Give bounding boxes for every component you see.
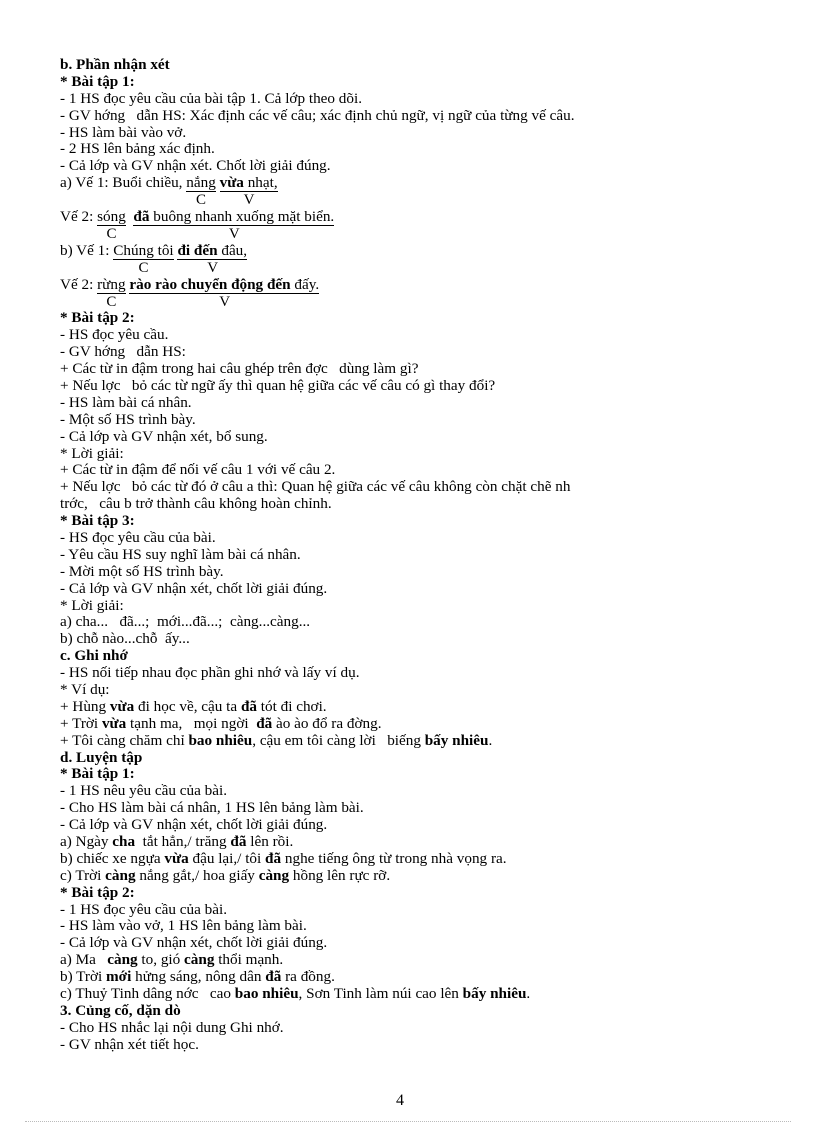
text-run: ào ào đổ ra đờng. [272, 714, 382, 732]
bold-word: rào rào chuyển động đến [129, 275, 291, 293]
text-line: - HS đọc yêu cầu của bài. [60, 529, 216, 546]
text-line: - HS làm bài cá nhân. [60, 393, 192, 411]
section-heading: b. Phần nhận xét [60, 56, 170, 73]
text-line: - Cho HS làm bài cá nhân, 1 HS lên bảng làm bài. [60, 799, 364, 817]
text-line: - Yêu cầu HS suy nghĩ làm bài cá nhân. [60, 545, 301, 563]
text-line: + Nếu lợc bỏ các từ ngữ ấy thì quan hệ giữa các vế câu có gì thay đổi? [60, 376, 496, 394]
bold-word: đã [265, 968, 282, 986]
text-run: nghe tiếng ông từ trong nhà vọng ra. [281, 849, 507, 867]
predicate-marker: V [207, 259, 219, 276]
subject-underline [97, 225, 126, 226]
subject-phrase: nắng [186, 174, 216, 192]
text-line [60, 851, 760, 868]
bold-word: bấy nhiêu [424, 731, 489, 749]
bold-word: càng [184, 951, 215, 969]
bold-word: đã [133, 208, 150, 226]
text-run: hửng sáng, nông dân [131, 968, 266, 986]
text-line: - GV nhận xét tiết học. [60, 1035, 199, 1053]
text-run: a) Ma [60, 951, 108, 969]
subject-marker: C [138, 259, 149, 276]
text-line: - GV hớng dẫn HS: Xác định các vế câu; xác định chủ ngữ, vị ngữ của từng vế câu. [60, 106, 575, 124]
text-run: c) Thuỷ Tinh dâng nớc cao [60, 985, 235, 1003]
text-line: * Ví dụ: [60, 681, 110, 699]
text-run: + Trời [60, 714, 102, 732]
predicate-rest: đấy. [290, 275, 320, 293]
text-line [60, 699, 760, 716]
predicate-rest: nhạt, [243, 174, 278, 192]
bold-word: đã [240, 697, 257, 715]
text-line: - Cả lớp và GV nhận xét, bổ sung. [60, 427, 268, 445]
text-line [60, 733, 760, 750]
subject-phrase: sóng [97, 208, 126, 226]
text-run: thổi mạnh. [214, 951, 284, 969]
text-run: hồng lên rực rỡ. [289, 866, 391, 884]
subject-marker: C [196, 192, 207, 209]
text-line: - GV hớng dẫn HS: [60, 343, 186, 361]
predicate-marker: V [228, 226, 240, 243]
text-line [60, 986, 760, 1003]
text-line: - 2 HS lên bảng xác định. [60, 140, 215, 158]
bold-word: mới [106, 968, 132, 986]
text-run: b) Trời [60, 968, 107, 986]
subject-phrase: Chúng tôi [113, 241, 174, 259]
text-run: nắng gắt,/ hoa giấy [135, 866, 259, 884]
text-run: . [488, 731, 493, 749]
text-run: ra đồng. [281, 968, 335, 986]
bold-word: đã [230, 833, 247, 851]
section-heading: * Bài tập 2: [60, 883, 135, 901]
document-body [60, 57, 760, 1054]
bold-word: vừa [164, 849, 189, 867]
section-heading: * Bài tập 3: [60, 512, 135, 530]
bold-word: đi đến [177, 241, 218, 259]
bold-word: càng [258, 866, 290, 884]
bold-word: đã [256, 714, 273, 732]
predicate-underline [177, 259, 247, 260]
text-run: + Hùng [60, 697, 110, 715]
text-line: - 1 HS đọc yêu cầu của bài. [60, 900, 228, 918]
text-line: + Nếu lợc bỏ các từ đó ở câu a thì: Quan hệ giữa các vế câu không còn chặt chẽ nh [60, 478, 571, 496]
text-line: - Cả lớp và GV nhận xét, chốt lời giải đúng. [60, 816, 328, 834]
subject-underline [113, 259, 173, 260]
predicate-marker: V [243, 192, 255, 209]
bold-word: đã [265, 849, 282, 867]
text-run: đậu lại,/ tôi [188, 849, 266, 867]
text-run: tạnh ma, mọi ngời [126, 714, 257, 732]
footer-rule [25, 1121, 791, 1122]
intro-lines [60, 57, 760, 175]
subject-predicate-analysis [60, 175, 760, 310]
bold-word: bấy nhiêu [462, 985, 527, 1003]
section-heading: * Bài tập 2: [60, 309, 135, 327]
predicate-marker: V [219, 293, 231, 310]
section-heading: c. Ghi nhớ [60, 647, 128, 665]
clause-prefix: b) Vế 1: [60, 241, 114, 259]
text-run: c) Trời [60, 866, 106, 884]
bold-word: càng [107, 951, 138, 969]
text-run: . [526, 985, 531, 1003]
text-line: a) cha... đã...; mới...đã...; càng...càng... [60, 613, 311, 631]
text-line: b) chỗ nào...chỗ ấy... [60, 630, 190, 648]
analysis-row [60, 277, 760, 311]
bold-word: vừa [219, 174, 244, 192]
text-line: - HS làm bài vào vở. [60, 123, 187, 141]
text-line: - Cả lớp và GV nhận xét, chốt lời giải đúng. [60, 579, 328, 597]
text-line: - 1 HS nêu yêu cầu của bài. [60, 782, 228, 800]
text-line: - 1 HS đọc yêu cầu của bài tập 1. Cả lớp theo dõi. [60, 89, 362, 107]
text-run: lên rồi. [246, 833, 294, 851]
text-line [60, 952, 760, 969]
text-line: - Một số HS trình bày. [60, 410, 196, 428]
text-run: tót đi chơi. [256, 697, 327, 715]
page-number: 4 [396, 1092, 404, 1109]
text-line: - Cả lớp và GV nhận xét, chốt lời giải đúng. [60, 934, 328, 952]
analysis-row [60, 209, 760, 243]
text-line: + Các từ in đậm trong hai câu ghép trên đợc dùng làm gì? [60, 360, 419, 378]
bold-word: bao nhiêu [234, 985, 299, 1003]
predicate-underline [129, 293, 319, 294]
clause-prefix: Vế 2: [60, 208, 98, 226]
text-line: - Mời một số HS trình bày. [60, 562, 224, 580]
text-line: - HS nối tiếp nhau đọc phần ghi nhớ và lấy ví dụ. [60, 664, 360, 682]
subject-phrase: rừng [97, 275, 126, 293]
section-heading: * Bài tập 1: [60, 765, 135, 783]
text-run: , cậu em tôi càng lời biếng [252, 731, 425, 749]
bold-word: bao nhiêu [188, 731, 253, 749]
text-run: , Sơn Tinh làm núi cao lên [298, 985, 463, 1003]
remaining-lines [60, 310, 760, 1053]
bold-word: vừa [109, 697, 135, 715]
bold-word: càng [105, 866, 136, 884]
predicate-underline [220, 191, 278, 192]
text-run: tắt hẳn,/ trăng [135, 833, 231, 851]
text-line: * Lời giải: [60, 444, 124, 462]
text-line: - Cho HS nhắc lại nội dung Ghi nhớ. [60, 1018, 284, 1036]
text-run: + Tôi càng chăm chỉ [60, 731, 189, 749]
predicate-underline [133, 225, 334, 226]
text-line [60, 868, 760, 885]
subject-marker: C [106, 293, 117, 310]
subject-underline [97, 293, 125, 294]
bold-word: vừa [101, 714, 127, 732]
text-line: trớc, câu b trở thành câu không hoàn chỉnh. [60, 495, 332, 513]
bold-word: cha [112, 833, 136, 851]
section-heading: d. Luyện tập [60, 748, 143, 766]
section-heading: * Bài tập 1: [60, 72, 135, 90]
predicate-rest: đâu, [217, 241, 248, 259]
text-line [60, 969, 760, 986]
text-run: b) chiếc xe ngựa [60, 849, 165, 867]
predicate-rest: buông nhanh xuống mặt biển. [149, 208, 335, 226]
text-run: đi học về, cậu ta [134, 697, 241, 715]
text-line: * Lời giải: [60, 596, 124, 614]
section-heading: 3. Củng cố, dặn dò [60, 1001, 181, 1019]
text-line: - HS đọc yêu cầu. [60, 326, 169, 344]
clause-prefix: Vế 2: [60, 275, 98, 293]
analysis-row [60, 175, 760, 209]
text-run: to, gió [137, 951, 185, 969]
clause-prefix: a) Vế 1: Buổi chiều, [60, 174, 187, 192]
text-line [60, 834, 760, 851]
text-line: + Các từ in đậm để nối vế câu 1 với vế câu 2. [60, 461, 336, 479]
text-run: a) Ngày [60, 833, 113, 851]
text-line [60, 716, 760, 733]
text-line: - Cả lớp và GV nhận xét. Chốt lời giải đúng. [60, 157, 331, 175]
subject-marker: C [106, 226, 117, 243]
analysis-row [60, 243, 760, 277]
subject-underline [186, 191, 216, 192]
text-line: - HS làm vào vở, 1 HS lên bảng làm bài. [60, 917, 307, 935]
